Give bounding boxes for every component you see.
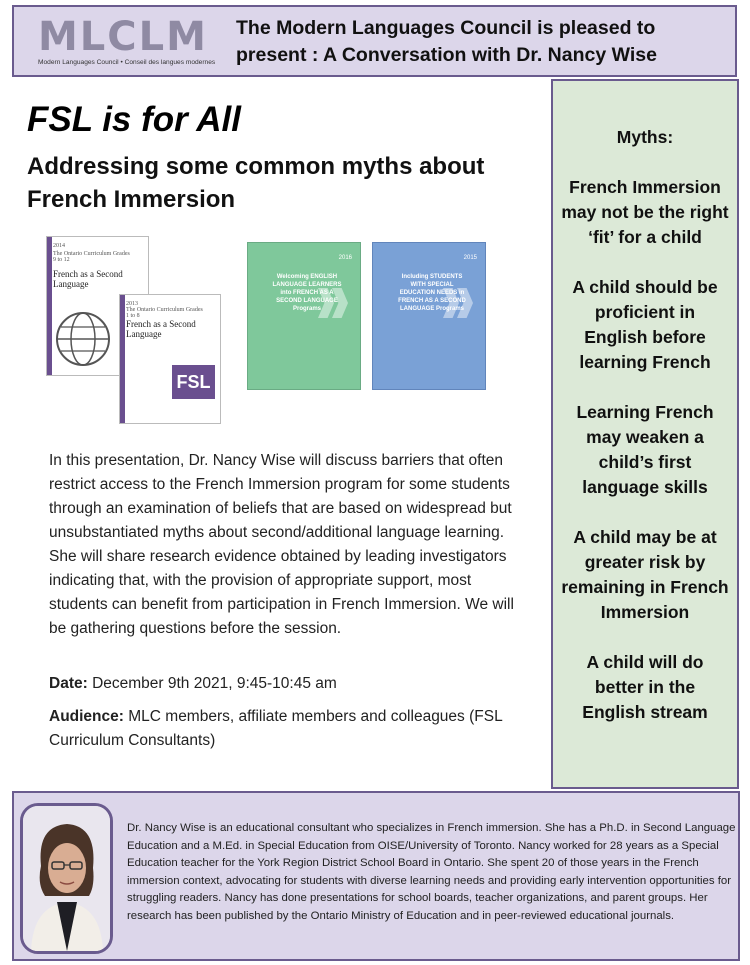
logo-wordmark: MLCLM [38,14,208,60]
audience-line [49,705,529,753]
book-title: French as a Second Language [126,319,196,339]
fsl-badge: FSL [172,365,215,399]
globe-icon [55,305,125,367]
presentation-description: In this presentation, Dr. Nancy Wise will discuss barriers that often restrict access to the French Immersion program for some students through an examination of beliefs that are based on widespread but unsubstantiated myths about second/additional language learning. She will share research evidence obtained by leading investigators indicating that, with the provision of appropriate support, most students can benefit from participation in French Immersion. We will be gathering questions before the session. [49,452,514,637]
person-portrait-icon [23,806,110,951]
mlc-logo [38,14,216,71]
speaker-bio-panel [12,791,740,961]
myth-item: A child may be at greater risk by remaining in French Immersion [561,527,729,622]
myths-heading: Myths: [616,127,674,147]
book-spine-strip [120,295,125,423]
myth-item: A child should be proficient in English before learning French [572,277,718,372]
book-year: 2016 [338,255,352,261]
book-year: 2015 [463,255,477,261]
logo-subtext: Modern Languages Council • Conseil des langues modernes [38,59,216,66]
book-cover-fsl-1-8 [119,294,221,424]
page-subtitle: Addressing some common myths about French Immersion [27,153,485,213]
book-title: French as a Second Language [53,269,123,289]
book-year: 2014 [53,243,65,249]
book-series: The Ontario Curriculum Grades 1 to 8 [126,307,203,319]
speaker-photo [20,803,113,954]
header-title: The Modern Languages Council is pleased to present : A Conversation with Dr. Nancy Wise [236,17,657,66]
audience-value: MLC members, affiliate members and colleagues (FSL Curriculum Consultants) [49,708,503,749]
myth-item: French Immersion may not be the right ‘fit’ for a child [561,177,729,247]
book-series: The Ontario Curriculum Grades 9 to 12 [53,251,130,263]
speaker-bio-text: Dr. Nancy Wise is an educational consultant who specializes in French immersion. She has a Ph.D. in Second Language Education and a M.Ed. in Special Education from OISE/University of Toronto. Nancy worked for 28 years as a Special Education teacher for the York Region District School Board in Ontario. She spent 20 of those years in the French immersion context, advocating for students with diverse learning needs and providing early intervention opportunities for struggling readers. Nancy has done presentations for school boards, teacher organizations, and parent groups. Her research has been published by the Ontario Ministry of Education and in peer-reviewed educational journals. [127,822,736,922]
date-label: Date: [49,675,88,692]
date-value: December 9th 2021, 9:45-10:45 am [87,675,337,692]
book-spine-strip [47,237,52,375]
book-title: Including STUDENTS WITH SPECIAL EDUCATION NEEDS in FRENCH AS A SECOND LANGUAGE Programs [398,274,466,312]
book-cover-special-ed [372,242,486,390]
page-title: FSL is for All [27,100,241,139]
book-cover-ell [247,242,361,390]
date-line [49,672,519,696]
myth-item: Learning French may weaken a child’s first language skills [576,402,714,497]
book-title: Welcoming ENGLISH LANGUAGE LEARNERS into FRENCH AS A SECOND LANGUAGE Programs [272,274,342,312]
myth-item: A child will do better in the English stream [582,652,708,722]
book-year: 2013 [126,301,138,307]
header-banner [12,5,737,77]
audience-label: Audience: [49,708,124,725]
myths-panel [551,79,739,789]
